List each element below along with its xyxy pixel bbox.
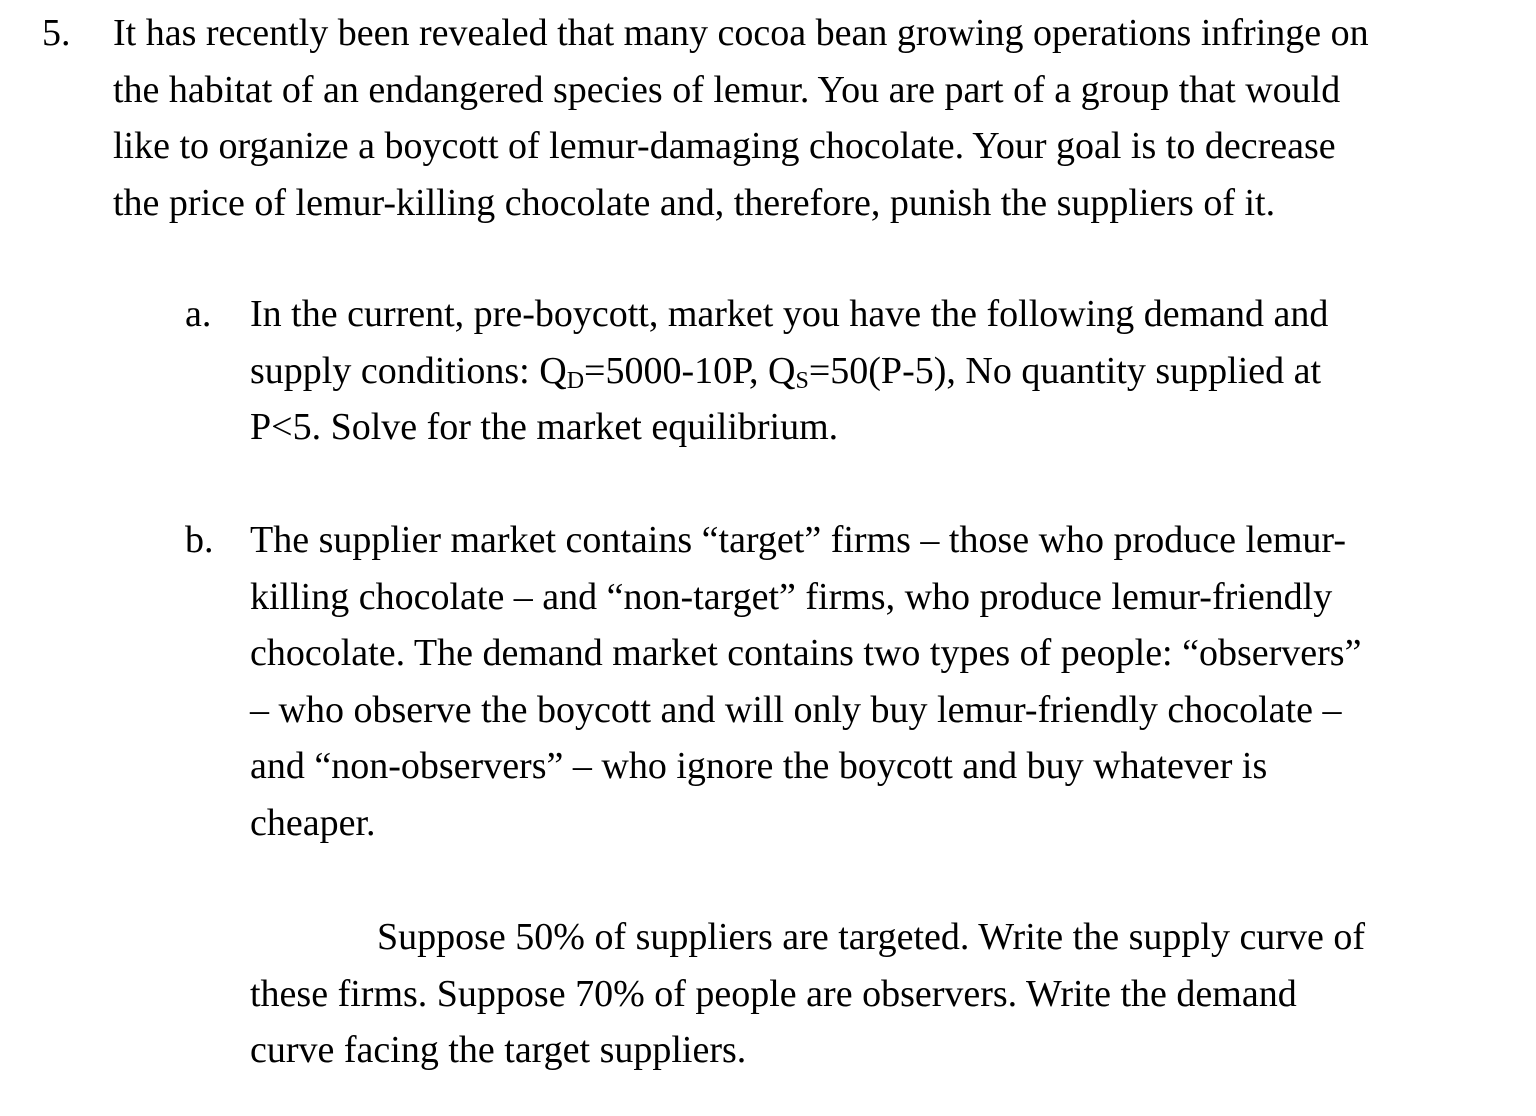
part-a-text: [250, 286, 1520, 456]
subscript-s: S: [795, 367, 809, 394]
question-number: 5.: [42, 12, 71, 54]
part-b-line: cheaper.: [250, 801, 376, 844]
equation-text: =5000-10P, Q: [584, 349, 796, 392]
equation-text: supply conditions: Q: [250, 349, 567, 392]
part-b-line: – who observe the boycott and will only buy lemur-friendly chocolate –: [250, 688, 1342, 731]
part-b-followup-text: [250, 909, 1520, 1079]
equation-text: =50(P-5), No quantity supplied at: [808, 349, 1322, 392]
part-a-line: P<5. Solve for the market equilibrium.: [250, 406, 839, 448]
question-line: It has recently been revealed that many cocoa bean growing operations infringe on: [113, 12, 1369, 54]
subscript-d: D: [566, 367, 585, 394]
part-b-label: b.: [185, 519, 214, 561]
question-line: like to organize a boycott of lemur-damaging chocolate. Your goal is to decrease: [113, 125, 1336, 167]
part-b-line: killing chocolate – and “non-target” firms, who produce lemur-friendly: [250, 575, 1333, 618]
part-b-text: [250, 512, 1520, 851]
followup-line: these firms. Suppose 70% of people are observers. Write the demand: [250, 972, 1297, 1015]
question-line: the price of lemur-killing chocolate and, therefore, punish the suppliers of it.: [113, 181, 1276, 224]
question-line: the habitat of an endangered species of lemur. You are part of a group that would: [113, 68, 1341, 111]
part-a-equation-line: [250, 343, 1520, 400]
part-b-line: The supplier market contains “target” firms – those who produce lemur-: [250, 519, 1346, 561]
part-b-line: chocolate. The demand market contains two types of people: “observers”: [250, 632, 1362, 674]
part-a-label: a.: [185, 293, 212, 335]
followup-line: Suppose 50% of suppliers are targeted. Write the supply curve of: [377, 916, 1365, 958]
part-a-line: In the current, pre-boycott, market you have the following demand and: [250, 293, 1329, 335]
part-b-line: and “non-observers” – who ignore the boycott and buy whatever is: [250, 745, 1268, 787]
question-text: [113, 5, 1533, 231]
followup-line: curve facing the target suppliers.: [250, 1029, 747, 1071]
